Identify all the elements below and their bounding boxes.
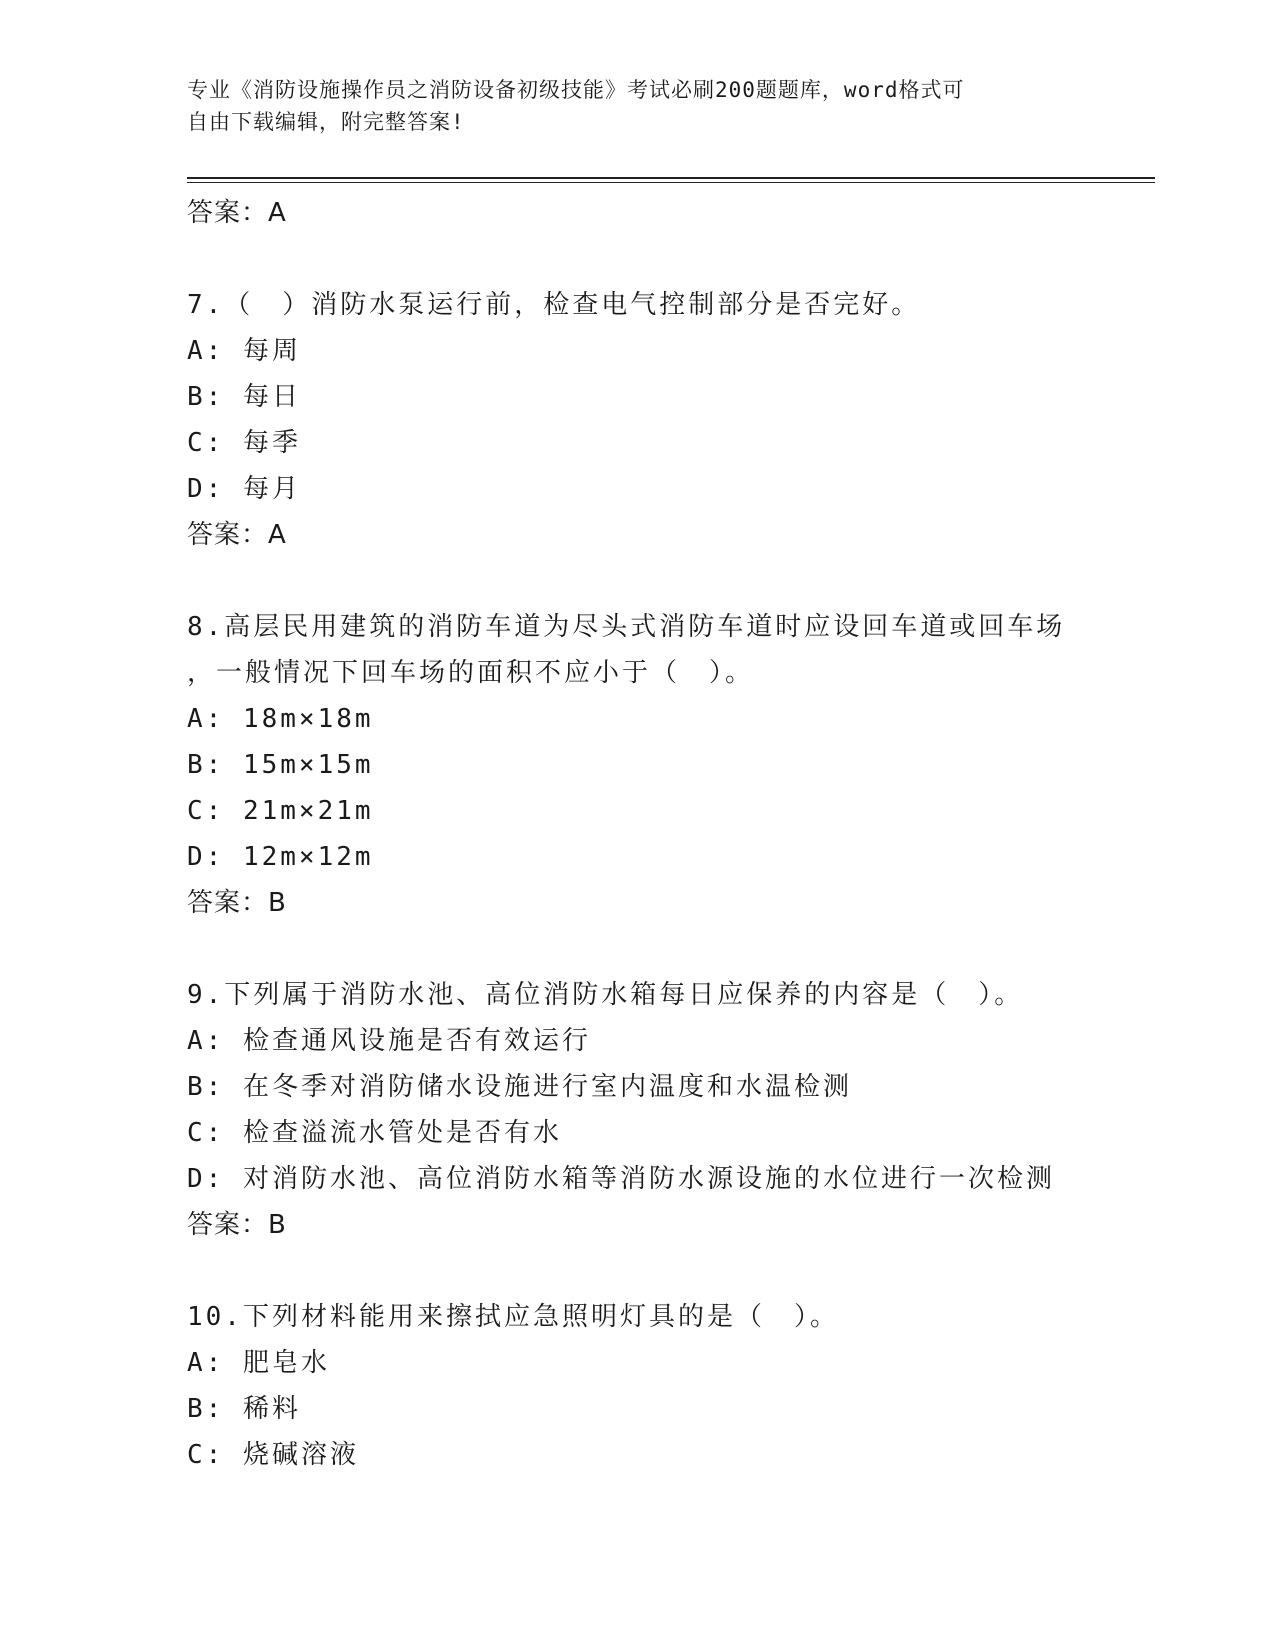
option-d: D: 12m×12m <box>187 842 374 872</box>
header-line-2: 自由下载编辑，附完整答案! <box>187 110 465 134</box>
document-header <box>187 74 1067 138</box>
option-b: B: 在冬季对消防储水设施进行室内温度和水温检测 <box>187 1072 852 1102</box>
question-gap <box>187 1248 1137 1294</box>
header-line-1: 专业《消防设施操作员之消防设备初级技能》考试必刷200题题库，word格式可 <box>187 78 965 102</box>
question-stem-continued: ，一般情况下回车场的面积不应小于（ ）。 <box>187 658 755 688</box>
header-rule-thick <box>187 177 1155 179</box>
option-a: A: 检查通风设施是否有效运行 <box>187 1026 591 1056</box>
option-c: C: 烧碱溶液 <box>187 1440 359 1470</box>
option-c: C: 每季 <box>187 428 301 458</box>
header-rule-thin <box>187 182 1155 183</box>
answer-line: 答案：B <box>187 888 287 918</box>
option-c: C: 21m×21m <box>187 796 374 826</box>
option-d: D: 对消防水池、高位消防水箱等消防水源设施的水位进行一次检测 <box>187 1164 1055 1194</box>
option-d: D: 每月 <box>187 474 301 504</box>
question-block <box>187 604 1137 926</box>
question-gap <box>187 236 1137 282</box>
option-b: B: 稀料 <box>187 1394 301 1424</box>
question-stem: 8.高层民用建筑的消防车道为尽头式消防车道时应设回车道或回车场 <box>187 612 1066 642</box>
question-gap <box>187 558 1137 604</box>
option-a: A: 每周 <box>187 336 301 366</box>
question-list <box>187 190 1137 1478</box>
option-b: B: 15m×15m <box>187 750 374 780</box>
option-c: C: 检查溢流水管处是否有水 <box>187 1118 562 1148</box>
answer-line: 答案：A <box>187 198 287 228</box>
answer-line: 答案：B <box>187 1210 287 1240</box>
question-block <box>187 972 1137 1248</box>
option-b: B: 每日 <box>187 382 301 412</box>
question-stem: 7.（ ）消防水泵运行前，检查电气控制部分是否完好。 <box>187 290 921 320</box>
answer-line: 答案：A <box>187 520 287 550</box>
question-stem: 9.下列属于消防水池、高位消防水箱每日应保养的内容是（ ）。 <box>187 980 1024 1010</box>
question-gap <box>187 926 1137 972</box>
question-block <box>187 282 1137 558</box>
option-a: A: 肥皂水 <box>187 1348 330 1378</box>
question-block <box>187 1294 1137 1478</box>
option-a: A: 18m×18m <box>187 704 374 734</box>
question-stem: 10.下列材料能用来擦拭应急照明灯具的是（ ）。 <box>187 1302 839 1332</box>
